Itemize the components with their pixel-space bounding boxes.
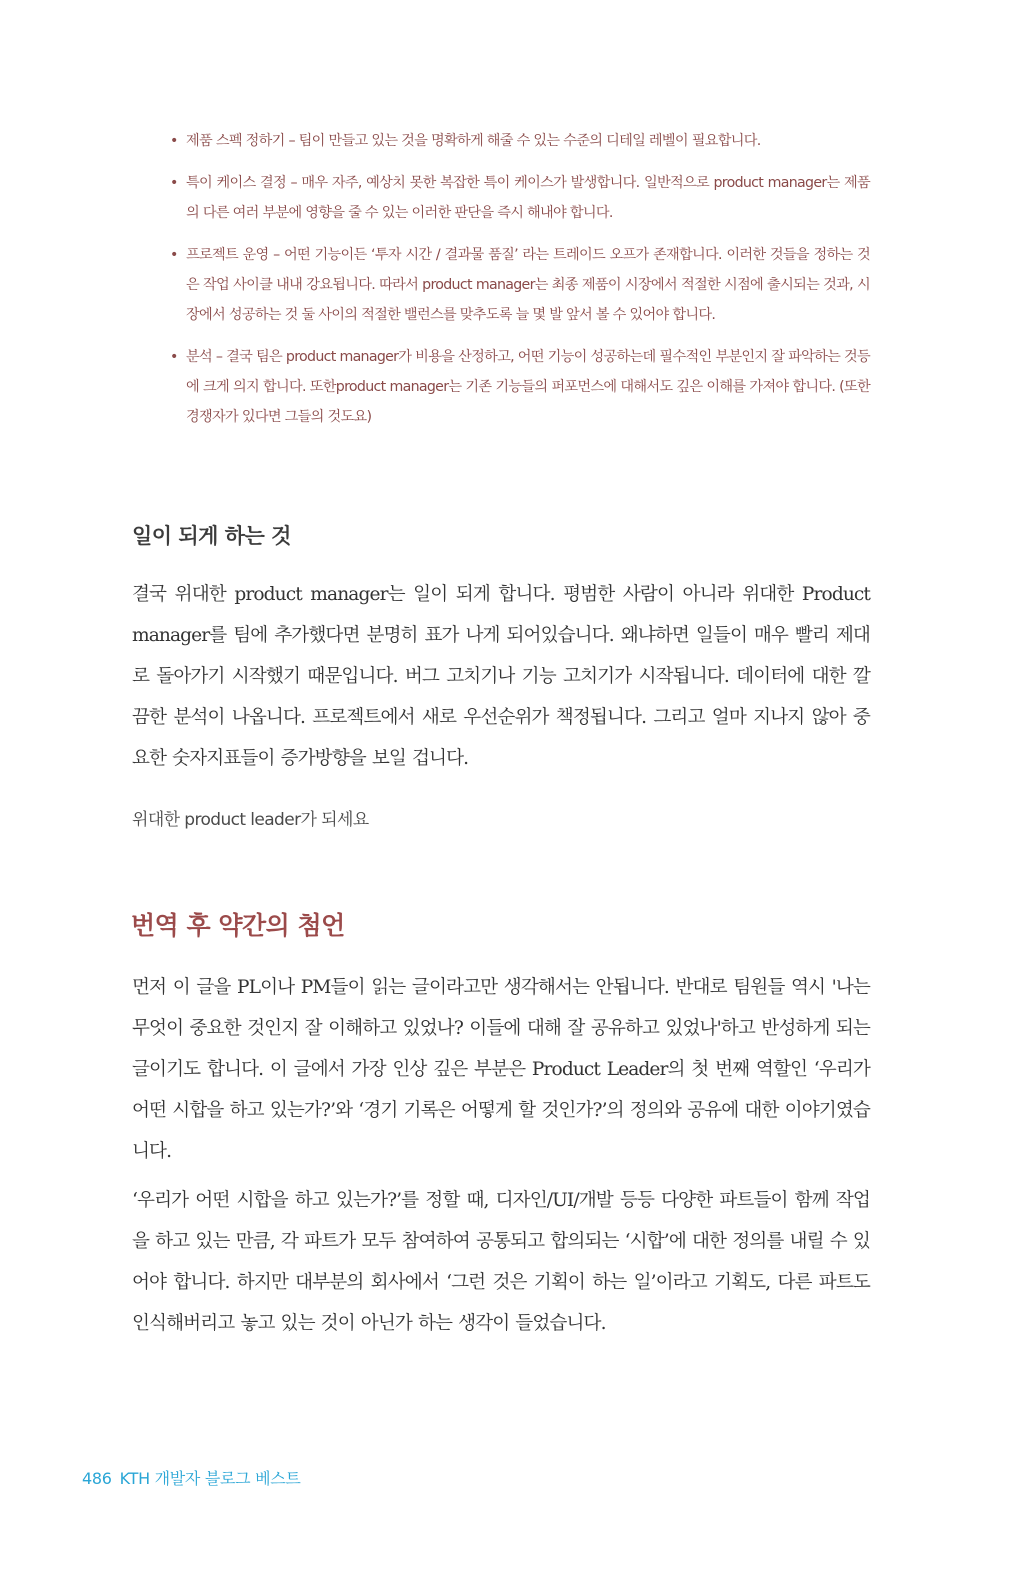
bullet-dot-icon: • bbox=[170, 133, 178, 149]
bullet-text: 특이 케이스 결정 – 매우 자주, 예상치 못한 복잡한 특이 케이스가 발생합니다. 일반적으로 product manager는 제품의 다른 여러 부분에 영향을 줄 수 있는 이러한 판단을 즉시 해내야 합니다. bbox=[186, 175, 870, 221]
bullet-list bbox=[170, 126, 870, 444]
bullet-item bbox=[170, 126, 870, 156]
bullet-dot-icon: • bbox=[170, 349, 178, 365]
bullet-dot-icon: • bbox=[170, 247, 178, 263]
translator-paragraph-2: ‘우리가 어떤 시합을 하고 있는가?’를 정할 때, 디자인/UI/개발 등등 다양한 파트들이 함께 작업을 하고 있는 만큼, 각 파트가 모두 참여하여 공통되고 합의되는 ‘시합’에 대한 정의를 내릴 수 있어야 합니다. 하지만 대부분의 회사에서 ‘그런 것은 기획이 하는 일’이라고 기획도, 다른 파트도 인식해버리고 놓고 있는 것이 아닌가 하는 생각이 들었습니다. bbox=[132, 1190, 870, 1334]
bullet-item bbox=[170, 240, 870, 330]
book-title: KTH 개발자 블로그 베스트 bbox=[119, 1469, 301, 1488]
page-number: 486 bbox=[82, 1469, 112, 1488]
page-footer bbox=[82, 1466, 301, 1489]
bullet-item bbox=[170, 168, 870, 228]
bullet-text: 분석 – 결국 팀은 product manager가 비용을 산정하고, 어떤 기능이 성공하는데 필수적인 부분인지 잘 파악하는 것등에 크게 의지 합니다. 또한product manager는 기존 기능들의 퍼포먼스에 대해서도 깊은 이해를 가져야 합니다. (또한 경쟁자가 있다면 그들의 것도요) bbox=[186, 349, 870, 425]
bullet-text: 제품 스펙 정하기 – 팀이 만들고 있는 것을 명확하게 해줄 수 있는 수준의 디테일 레벨이 필요합니다. bbox=[186, 133, 761, 149]
section-heading-translator-note: 번역 후 약간의 첨언 bbox=[131, 911, 345, 940]
translator-paragraph-1: 먼저 이 글을 PL이나 PM들이 읽는 글이라고만 생각해서는 안됩니다. 반대로 팀원들 역시 '나는 무엇이 중요한 것인지 잘 이해하고 있었나? 이들에 대해 잘 공유하고 있었나'하고 반성하게 되는 글이기도 합니다. 이 글에서 가장 인상 깊은 부분은 Product Leader의 첫 번째 역할인 ‘우리가 어떤 시합을 하고 있는가?’와 ‘경기 기록은 어떻게 할 것인가?’의 정의와 공유에 대한 이야기였습니다. bbox=[132, 977, 870, 1162]
bullet-item bbox=[170, 342, 870, 432]
section-paragraph: 결국 위대한 product manager는 일이 되게 합니다. 평범한 사람이 아니라 위대한 Product manager를 팀에 추가했다면 분명히 표가 나게 되어있습니다. 왜냐하면 일들이 매우 빨리 제대로 돌아가기 시작했기 때문입니다. 버그 고치기나 기능 고치기가 시작됩니다. 데이터에 대한 깔끔한 분석이 나옵니다. 프로젝트에서 새로 우선순위가 책정됩니다. 그리고 얼마 지나지 않아 중요한 숫자지표들이 증가방향을 보일 겁니다. bbox=[132, 584, 870, 769]
bullet-text: 프로젝트 운영 – 어떤 기능이든 ‘투자 시간 / 결과물 품질’ 라는 트레이드 오프가 존재합니다. 이러한 것들을 정하는 것은 작업 사이클 내내 강요됩니다. 따라서 product manager는 최종 제품이 시장에서 적절한 시점에 출시되는 것과, 시장에서 성공하는 것 둘 사이의 적절한 밸런스를 맞추도록 늘 몇 발 앞서 볼 수 있어야 합니다. bbox=[186, 247, 870, 323]
bullet-dot-icon: • bbox=[170, 175, 178, 191]
closing-note: 위대한 product leader가 되세요 bbox=[132, 810, 369, 830]
section-heading-getting-things-done: 일이 되게 하는 것 bbox=[132, 524, 291, 548]
